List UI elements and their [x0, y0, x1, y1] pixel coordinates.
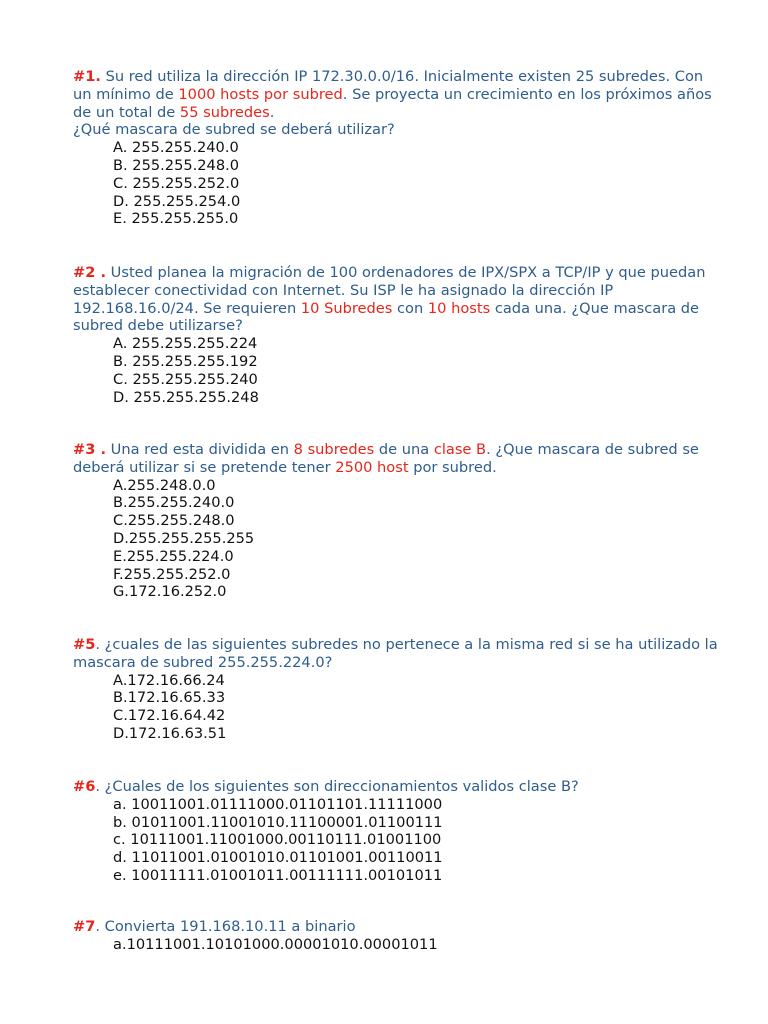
question-1 — [73, 68, 723, 228]
question-6 — [73, 778, 723, 885]
option-item: B. 255.255.255.192 — [113, 352, 258, 370]
question-7-number: #7 — [73, 918, 96, 935]
question-5-options — [73, 672, 723, 743]
highlight-text: 2500 host — [335, 458, 409, 476]
question-2 — [73, 264, 723, 406]
option-item: G.172.16.252.0 — [113, 583, 227, 601]
highlight-text: clase B — [433, 441, 487, 458]
question-7-text: #7. Convierta 191.168.10.11 a binario — [73, 918, 356, 935]
question-2-options — [73, 335, 723, 406]
option-item: D.172.16.63.51 — [113, 724, 227, 742]
option-item: A.255.248.0.0 — [113, 476, 216, 494]
highlight-text: 10 hosts — [427, 299, 491, 317]
question-3 — [73, 441, 723, 601]
highlight-text: 10 Subredes — [300, 299, 393, 317]
highlight-text: 8 subredes — [293, 441, 375, 458]
question-6-text: #6. ¿Cuales de los siguientes son direccionamientos validos clase B? — [73, 778, 579, 795]
option-item: D. 255.255.255.248 — [113, 388, 259, 406]
option-item: C.255.255.248.0 — [113, 512, 235, 530]
question-5 — [73, 636, 723, 743]
option-item: A. 255.255.255.224 — [113, 335, 258, 353]
option-item: C. 255.255.252.0 — [113, 174, 240, 192]
option-item: e. 10011111.01001011.00111111.00101011 — [113, 866, 443, 884]
question-5-text: #5. ¿cuales de las siguientes subredes no pertenece a la misma red si se ha utilizado la mascara de subred 255.255.224.0? — [73, 636, 718, 671]
option-item: A.172.16.66.24 — [113, 671, 225, 689]
question-3-number: #3 . — [73, 441, 107, 458]
question-3-options — [73, 477, 723, 602]
question-3-text: #3 . Una red esta dividida en 8 subredes de una clase B. ¿Que mascara de subred se deberá utilizar si se pretende tener 2500 host por subred. — [73, 441, 699, 476]
question-7-options — [73, 936, 723, 954]
option-item: C.172.16.64.42 — [113, 707, 226, 725]
option-item: D. 255.255.254.0 — [113, 192, 241, 210]
question-7 — [73, 918, 723, 954]
option-item: b. 01011001.11001010.11100001.01100111 — [113, 813, 443, 831]
question-2-number: #2 . — [73, 264, 107, 281]
option-item: d. 11011001.01001010.01101001.00110011 — [113, 849, 443, 867]
question-1-text: #1. Su red utiliza la dirección IP 172.30.0.0/16. Inicialmente existen 25 subredes. Con un mínimo de 1000 hosts por subred. Se proyecta un crecimiento en los próximos años de un total de 55 subredes. ¿Qué mascara de subred se deberá utilizar? — [73, 68, 723, 139]
question-1-number: #1. — [73, 68, 101, 85]
option-item: a.10111001.10101000.00001010.00001011 — [113, 935, 438, 953]
question-5-number: #5 — [73, 636, 96, 653]
option-item: A. 255.255.240.0 — [113, 139, 239, 157]
question-1-options — [73, 139, 723, 228]
option-item: c. 10111001.11001000.00110111.01001100 — [113, 831, 442, 849]
question-2-text: #2 . Usted planea la migración de 100 ordenadores de IPX/SPX a TCP/IP y que puedan establecer conectividad con Internet. Su ISP le ha asignado la dirección IP 192.168.16.0/24. Se requieren 10 Subredes con 10 hosts cada una. ¿Que mascara de subred debe utilizarse? — [73, 264, 706, 335]
option-item: B. 255.255.248.0 — [113, 156, 240, 174]
option-item: C. 255.255.255.240 — [113, 370, 258, 388]
option-item: a. 10011001.01111000.01101101.11111000 — [113, 795, 443, 813]
question-6-options — [73, 796, 723, 885]
highlight-text: 55 subredes — [179, 103, 270, 121]
option-item: E.255.255.224.0 — [113, 547, 234, 565]
option-item: B.255.255.240.0 — [113, 494, 235, 512]
option-item: E. 255.255.255.0 — [113, 210, 239, 228]
option-item: B.172.16.65.33 — [113, 689, 226, 707]
question-1-prompt: ¿Qué mascara de subred se deberá utilizar? — [73, 121, 395, 139]
option-item: F.255.255.252.0 — [113, 565, 231, 583]
highlight-text: 1000 hosts por subred — [178, 85, 343, 103]
option-item: D.255.255.255.255 — [113, 529, 255, 547]
question-6-number: #6 — [73, 778, 96, 795]
